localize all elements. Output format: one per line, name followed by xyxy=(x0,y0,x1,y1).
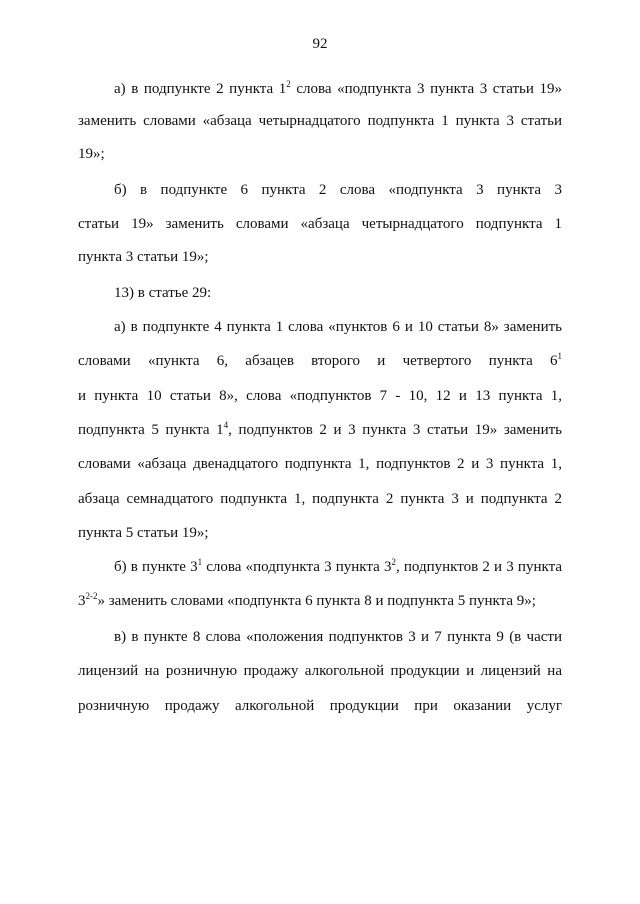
text-line: б) в подпункте 6 пункта 2 слова «подпункта 3 пункта 3 xyxy=(114,182,562,198)
text-line: абзаца семнадцатого подпункта 1, подпункта 2 пункта 3 и подпункта 2 xyxy=(78,491,562,507)
text-line: в) в пункте 8 слова «положения подпунктов 3 и 7 пункта 9 (в части xyxy=(114,629,562,645)
page-number: 92 xyxy=(312,36,328,52)
text-line: пункта 5 статьи 19»; xyxy=(78,525,209,541)
text-line: словами «абзаца двенадцатого подпункта 1, подпунктов 2 и 3 пункта 1, xyxy=(78,456,562,472)
text-line: лицензий на розничную продажу алкогольной продукции и лицензий на xyxy=(78,663,562,679)
text-line: 3$^{2-2}$» заменить словами «подпункта 6 пункта 8 и подпункта 5 пункта 9»; xyxy=(78,591,536,609)
text-line: статьи 19» заменить словами «абзаца четырнадцатого подпункта 1 xyxy=(78,216,562,232)
text-line: б) в пункте $3^1$ слова «подпункта 3 пункта $3^2$, подпунктов 2 и 3 пункта xyxy=(114,557,562,575)
text-line: 19»; xyxy=(78,146,105,162)
text-line: и пункта 10 статьи 8», слова «подпунктов 7 - 10, 12 и 13 пункта 1, xyxy=(78,388,562,404)
text-line: 13) в статье 29: xyxy=(114,285,212,301)
text-line: подпункта 5 пункта $1^4$, подпунктов 2 и 3 пункта 3 статьи 19» заменить xyxy=(78,420,563,438)
text-line: а) в подпункте 2 пункта $1^2$ слова «подпункта 3 пункта 3 статьи 19» xyxy=(114,79,562,97)
text-line: словами «пункта 6, абзацев второго и четвертого пункта $6^1$ xyxy=(78,351,562,369)
text-line: розничную продажу алкогольной продукции при оказании услуг xyxy=(78,698,562,714)
text-line: пункта 3 статьи 19»; xyxy=(78,249,209,265)
text-line: заменить словами «абзаца четырнадцатого подпункта 1 пункта 3 статьи xyxy=(78,113,562,129)
text-line: а) в подпункте 4 пункта 1 слова «пунктов 6 и 10 статьи 8» заменить xyxy=(114,319,562,335)
